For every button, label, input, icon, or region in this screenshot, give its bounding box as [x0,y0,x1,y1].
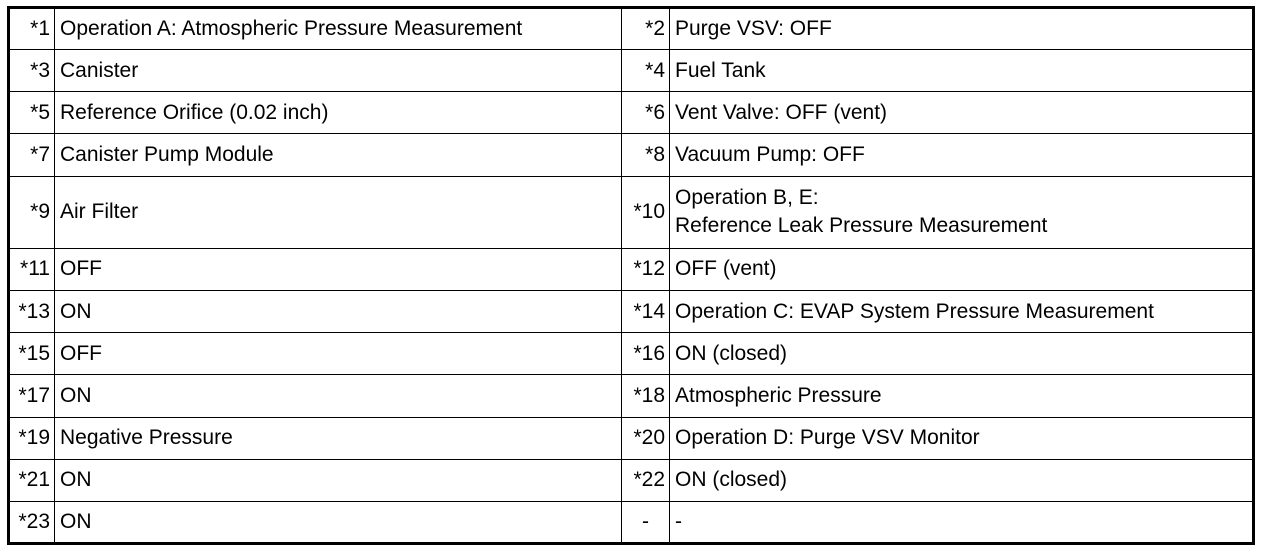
table-row [9,248,1254,290]
callout-number: *17 [9,375,55,417]
callout-description: OFF (vent) [670,248,1254,290]
callout-description: ON [55,291,622,333]
callout-number: *21 [9,459,55,501]
table-row [9,501,1254,543]
callout-description-line-2: Reference Leak Pressure Measurement [675,214,1048,238]
callout-description: Purge VSV: OFF [670,8,1254,50]
callout-number: *2 [622,8,670,50]
callout-description-placeholder: - [670,501,1254,543]
callout-description: ON [55,459,622,501]
callout-number: *23 [9,501,55,543]
table-row [9,8,1254,50]
callout-number-placeholder: - [622,501,670,543]
callout-description: ON [55,375,622,417]
callout-number: *20 [622,417,670,459]
callout-description: Vacuum Pump: OFF [670,134,1254,176]
callout-number: *3 [9,50,55,92]
callout-number: *14 [622,291,670,333]
callout-description: ON [55,501,622,543]
table-row [9,417,1254,459]
callout-description: Canister Pump Module [55,134,622,176]
callout-number: *10 [622,176,670,248]
table-row [9,50,1254,92]
callout-number: *12 [622,248,670,290]
callout-description-multiline [670,176,1254,248]
callout-number: *1 [9,8,55,50]
callout-description: ON (closed) [670,333,1254,375]
callout-number: *8 [622,134,670,176]
table-row [9,291,1254,333]
table-row [9,134,1254,176]
callout-description: Operation D: Purge VSV Monitor [670,417,1254,459]
callout-number: *7 [9,134,55,176]
table-row [9,176,1254,248]
callout-number: *6 [622,92,670,134]
callout-number: *15 [9,333,55,375]
callout-description-line-1: Operation B, E: [675,186,819,210]
callout-description: Negative Pressure [55,417,622,459]
callout-number: *5 [9,92,55,134]
callout-description: Atmospheric Pressure [670,375,1254,417]
callout-number: *4 [622,50,670,92]
callout-description: ON (closed) [670,459,1254,501]
table-row [9,375,1254,417]
callout-description: Operation A: Atmospheric Pressure Measurement [55,8,622,50]
callout-description: Vent Valve: OFF (vent) [670,92,1254,134]
callout-description: Reference Orifice (0.02 inch) [55,92,622,134]
callout-number: *18 [622,375,670,417]
callout-description: Operation C: EVAP System Pressure Measurement [670,291,1254,333]
callout-number: *11 [9,248,55,290]
legend-table [7,6,1255,545]
callout-number: *22 [622,459,670,501]
callout-description: Fuel Tank [670,50,1254,92]
callout-description: Air Filter [55,176,622,248]
table-row [9,459,1254,501]
callout-description: OFF [55,333,622,375]
callout-description: Canister [55,50,622,92]
callout-number: *9 [9,176,55,248]
callout-number: *19 [9,417,55,459]
callout-number: *16 [622,333,670,375]
table-row [9,92,1254,134]
table-row [9,333,1254,375]
callout-number: *13 [9,291,55,333]
callout-description: OFF [55,248,622,290]
